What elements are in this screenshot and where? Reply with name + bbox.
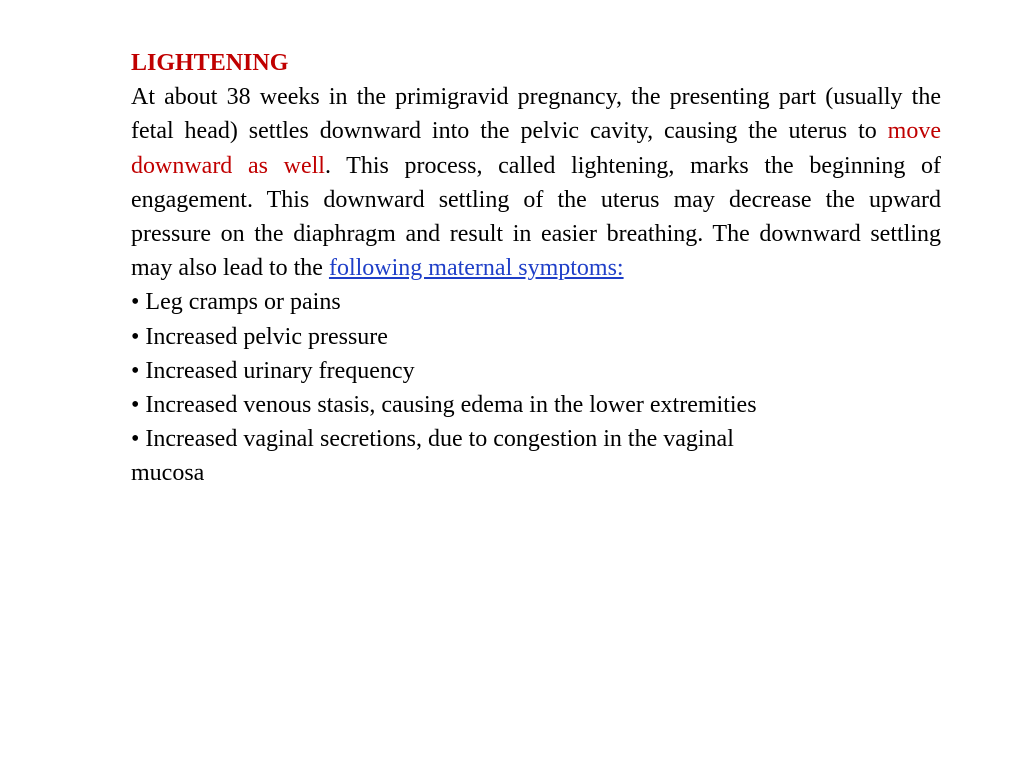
highlighted-phrase: move downward as well [131, 118, 941, 179]
symptom-item-vaginal-secretions: • Increased vaginal secretions, due to congestion in the vaginal mucosa [131, 426, 734, 487]
paragraph-text-1: At about 38 weeks in the primigravid pregnancy, the presenting part (usually the fetal head) settles downward into the pelvic cavity, causing the uterus to [131, 84, 941, 145]
symptoms-link[interactable]: following maternal symptoms: [328, 255, 624, 282]
symptom-item-pelvic-pressure: • Increased pelvic pressure [131, 323, 388, 350]
slide-heading: LIGHTENING [131, 50, 289, 76]
body-paragraph [131, 80, 941, 285]
symptom-item-venous-stasis: • Increased venous stasis, causing edema in the lower extremities [131, 392, 757, 419]
symptom-item-urinary-frequency: • Increased urinary frequency [131, 357, 415, 384]
symptom-list [131, 285, 941, 490]
slide-content [131, 46, 941, 491]
symptom-item-leg-cramps: • Leg cramps or pains [131, 289, 341, 316]
paragraph-text-2: . This process, called lightening, marks the beginning of engagement. This downward settling of the uterus may decrease the upward pressure on the diaphragm and result in easier breathing. The downward settling may also lead to the [131, 152, 942, 282]
